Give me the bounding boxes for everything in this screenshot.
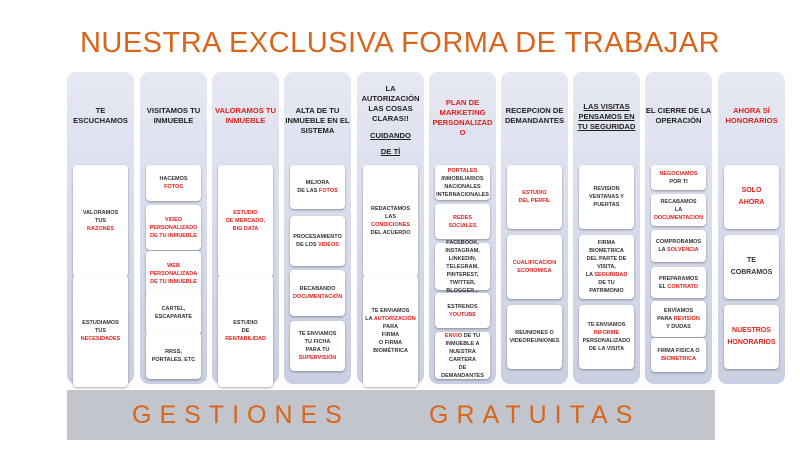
- step-text: FOTOS: [318, 188, 338, 194]
- process-column: [357, 72, 424, 384]
- step-text: COMPROBAMOS LA: [655, 239, 702, 253]
- step-text: DOCUMENTACIÓN: [292, 294, 343, 300]
- process-column: [212, 72, 279, 384]
- step-text: CONTRATO: [667, 283, 699, 290]
- step-text: INFORME: [593, 330, 620, 336]
- column-heading: LA AUTORIZACIÓN LAS COSAS CLARAS!!: [361, 84, 420, 123]
- step-text: VIDEOS: [318, 242, 339, 248]
- step-card: [290, 270, 345, 316]
- step-card: [435, 293, 490, 328]
- step-text: NUESTROS HONORARIOS: [727, 327, 776, 346]
- step-text: REDACTAMOS LAS: [370, 206, 410, 220]
- column-heading: VALORAMOS TU INMUEBLE: [214, 106, 277, 125]
- step-text: DE TU INMUEBLE A NUESTRA CARTERA DE DEMANDANTES: [441, 332, 484, 379]
- column-heading: PLAN DE MARKETING PERSONALIZAD O: [432, 98, 493, 137]
- step-text: ESTUDIAMOS TUS: [82, 320, 119, 334]
- process-column: [284, 72, 351, 384]
- step-text: FIRMA BIOMETRICA DEL PARTE DE VISITA, LA: [585, 240, 627, 278]
- step-text: BIOMETRICA: [661, 356, 696, 362]
- step-card: [290, 216, 345, 266]
- step-text: RECABANDO: [299, 286, 336, 292]
- step-card: [146, 332, 201, 379]
- step-text: TE ENVIAMOS TU FICHA PARA TU: [298, 331, 337, 353]
- footer-word-gratuitas: GRATUITAS: [429, 401, 641, 429]
- step-text: ESTUDIO DE MERCADO, BIG DATA: [225, 210, 266, 232]
- step-card: [146, 165, 201, 201]
- step-text: PERSONALIZADO DE LA VISITA: [582, 338, 631, 352]
- step-card: [579, 165, 634, 229]
- step-text: SUPERVISIÓN: [298, 355, 337, 361]
- step-text: DE TU PATRIMONIO: [589, 280, 624, 294]
- step-card: [724, 305, 779, 369]
- step-card: [146, 205, 201, 250]
- step-card: [651, 338, 706, 372]
- process-column: [501, 72, 568, 384]
- step-card: [363, 165, 418, 277]
- step-card: [146, 251, 201, 296]
- step-card: [435, 204, 490, 239]
- step-card: [651, 301, 706, 337]
- column-heading: VISITAMOS TU INMUEBLE: [146, 106, 201, 125]
- step-text: CUALIFICACION ECONOMICA: [512, 260, 557, 274]
- step-text: HACEMOS: [159, 176, 188, 182]
- column-heading: LAS VISITAS PENSAMOS EN TU SEGURIDAD: [577, 102, 636, 131]
- step-text: ESTUDIO DEL PERFIL: [518, 190, 551, 204]
- step-text: TE ENVIAMOS LA: [365, 308, 410, 322]
- column-heading: RECEPCION DE DEMANDANTES: [504, 106, 565, 125]
- step-text: SOLO AHORA: [738, 187, 765, 206]
- step-card: [73, 275, 128, 387]
- step-card: [290, 321, 345, 371]
- step-card: [73, 165, 128, 277]
- step-text: FACEBOOK, INSTAGRAM, LINKEDIN, TELEGRAM, PINTEREST, TWITTER, BLOGGER...: [445, 239, 480, 294]
- step-text: MEJORA DE LAS: [297, 180, 330, 194]
- step-card: [579, 305, 634, 369]
- step-text: REVISION VENTANAS Y PUERTAS: [589, 186, 624, 208]
- step-text: ENVÍAMOS PARA: [657, 308, 694, 322]
- step-text: SEGURIDAD: [594, 272, 628, 278]
- step-text: TE COBRAMOS: [730, 257, 773, 276]
- step-text: REVISIÓN: [673, 316, 700, 322]
- step-text: SOLVENCIA: [666, 247, 699, 253]
- step-card: [435, 165, 490, 200]
- step-text: NEGOCIAMOS: [659, 170, 698, 177]
- step-card: [724, 235, 779, 299]
- step-card: [363, 275, 418, 387]
- footer-word-gestiones: GESTIONES: [132, 401, 350, 429]
- step-text: REUNIONES O VIDEOREUNIONES: [509, 330, 560, 344]
- step-text: Y DUDAS: [666, 324, 691, 330]
- step-text: TE ENVIAMOS: [587, 322, 626, 328]
- page-title: NUESTRA EXCLUSIVA FORMA DE TRABAJAR: [79, 27, 721, 59]
- step-card: [507, 165, 562, 229]
- step-text: WEB PERSONALIZADA DE TU INMUEBLE: [149, 262, 198, 285]
- step-text: PROCESAMIENTO DE LOS: [293, 234, 342, 248]
- step-card: [651, 230, 706, 262]
- step-text: VALORAMOS TUS: [82, 210, 119, 224]
- process-column: [573, 72, 640, 384]
- step-text: ESTUDIO DE: [233, 320, 258, 334]
- process-column: [67, 72, 134, 384]
- step-text: RRSS, PORTALES, ETC: [151, 348, 196, 363]
- step-text: INMOBILIARIOS NACIONALES INTERNACIONALES: [436, 175, 489, 198]
- step-text: CONDICIONES: [371, 222, 410, 228]
- step-card: [218, 165, 273, 277]
- step-text: PORTALES: [447, 167, 478, 174]
- step-text: FOTOS: [164, 184, 183, 190]
- step-text: VIDEO PERSONALIZADO DE TU INMUEBLE: [149, 216, 198, 239]
- process-column: [140, 72, 207, 384]
- step-text: PREPARAMOS EL: [658, 275, 698, 290]
- step-card: [724, 165, 779, 229]
- column-heading: EL CIERRE DE LA OPERACIÓN: [645, 106, 712, 125]
- step-card: [651, 267, 706, 298]
- step-text: ENVIO: [444, 332, 463, 339]
- footer-banner: [67, 390, 715, 440]
- step-card: [579, 235, 634, 299]
- process-column: [429, 72, 496, 384]
- step-text: DEL ACUERDO: [370, 230, 411, 236]
- step-text: AUTORIZACIÓN: [373, 316, 416, 322]
- process-column: [645, 72, 712, 384]
- step-text: POR TI: [669, 178, 688, 185]
- step-text: CARTEL, ESCAPARATE: [154, 306, 193, 320]
- column-heading: ALTA DE TU INMUEBLE EN EL SISTEMA: [285, 106, 350, 135]
- process-column: [718, 72, 785, 384]
- step-text: RECABAMOS LA: [660, 199, 697, 213]
- step-text: NECESIDADES: [80, 336, 121, 342]
- step-card: [218, 275, 273, 387]
- step-card: [435, 239, 490, 294]
- column-heading: AHORA SÍ HONORARIOS: [725, 106, 778, 125]
- step-text: DOCUMENTACION: [653, 215, 704, 221]
- step-text: REDES SOCIALES: [448, 214, 477, 229]
- step-text: RENTABILIDAD: [225, 336, 266, 342]
- step-card: [507, 305, 562, 369]
- step-text: FIRMA FISICA O: [657, 348, 700, 354]
- column-heading: TE ESCUCHAMOS: [73, 106, 128, 125]
- step-card: [651, 194, 706, 226]
- step-text: YOUTUBE: [449, 311, 476, 318]
- step-text: PARA FIRMA O FIRMA BIOMÉTRICA: [373, 324, 408, 354]
- step-card: [435, 332, 490, 379]
- step-card: [290, 165, 345, 209]
- step-text: RAZONES: [87, 226, 114, 232]
- step-text: ESTRENOS: [447, 303, 478, 310]
- column-subheading: CUIDANDO DE TÍ: [370, 131, 411, 156]
- step-card: [651, 165, 706, 190]
- step-card: [146, 291, 201, 335]
- step-card: [507, 235, 562, 299]
